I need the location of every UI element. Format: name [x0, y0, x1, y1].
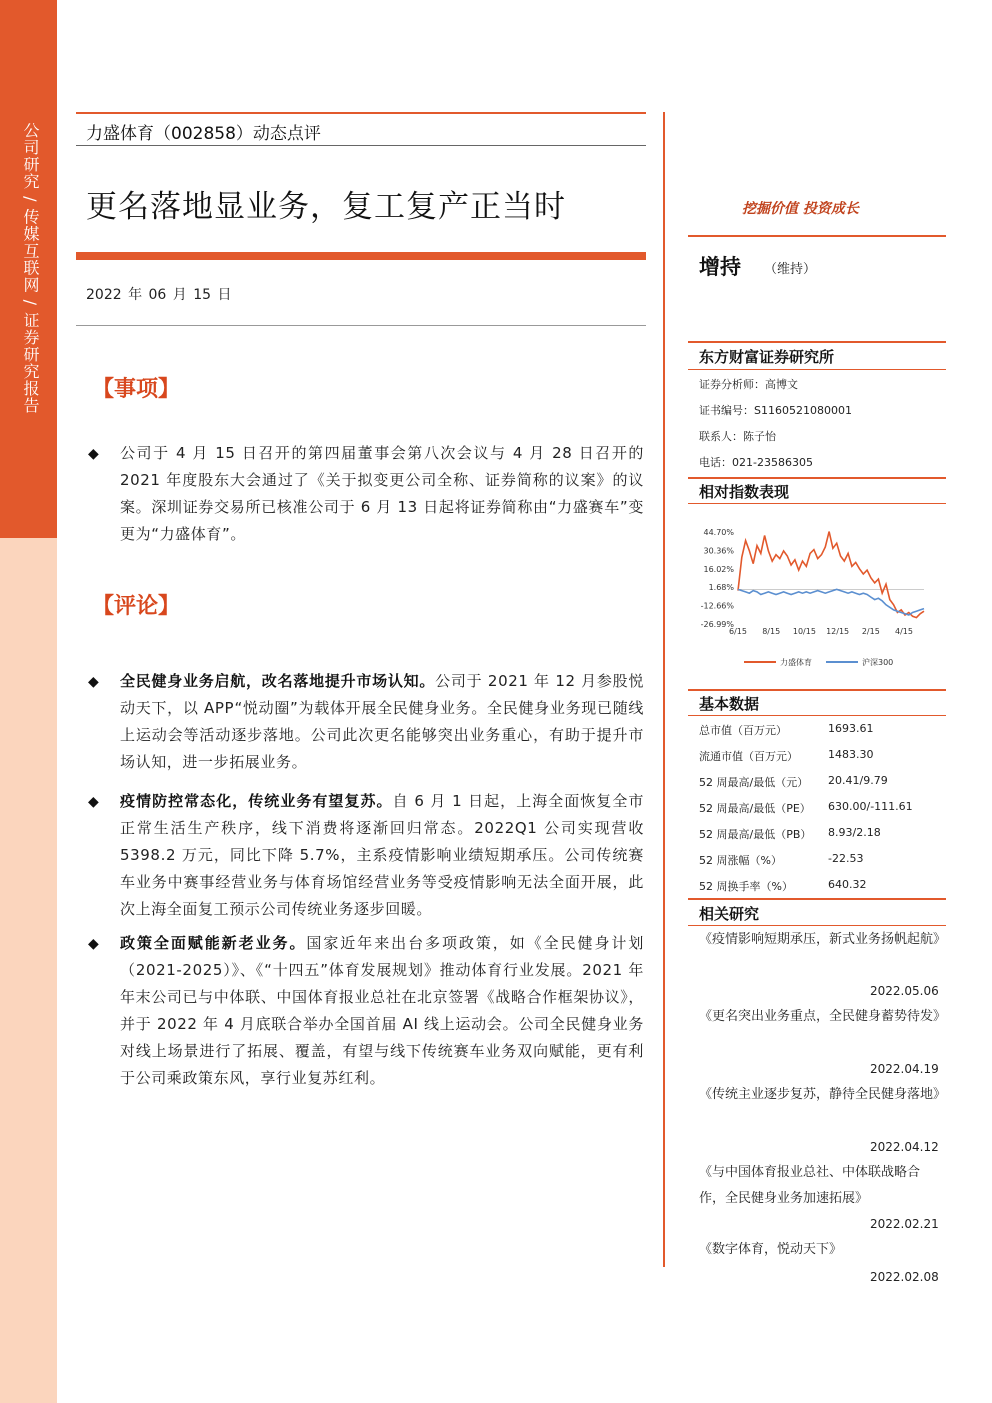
- y-tick-label: 44.70%: [703, 528, 734, 537]
- basic-value: -22.53: [828, 852, 864, 865]
- legend-label: 力盛体育: [780, 658, 812, 667]
- x-tick-label: 2/15: [861, 627, 880, 636]
- header-rule-bottom: [76, 325, 646, 326]
- comment-lead: 政策全面赋能新老业务。: [120, 934, 307, 952]
- sidebar-rule: [688, 235, 946, 237]
- comment-lead: 全民健身业务启航，改名落地提升市场认知。: [120, 672, 436, 690]
- comment-lead: 疫情防控常态化，传统业务有望复苏。: [120, 792, 393, 810]
- events-heading: 【事项】: [92, 377, 181, 402]
- event-paragraph: 公司于 4 月 15 日召开的第四届董事会第八次会议与 4 月 28 日召开的 2021 年度股东大会通过了《关于拟变更公司全称、证券简称的议案》的议案。深圳证券交易所已核准公司于 6 月 13 日起将证券简称由“力盛赛车”变更为“力盛体育”。: [120, 444, 644, 543]
- x-tick-label: 12/15: [826, 627, 850, 636]
- basic-value: 1483.30: [828, 748, 874, 761]
- related-report-date: 2022.04.19: [870, 1062, 939, 1076]
- side-category-label: 公司研究 / 传媒互联网 / 证券研究报告: [21, 122, 40, 415]
- comment-paragraph: [120, 668, 644, 776]
- page-title: 更名落地显业务，复工复产正当时: [86, 189, 566, 225]
- bullet-icon: ◆: [88, 674, 99, 690]
- slogan: 挖掘价值 投资成长: [742, 201, 859, 217]
- bullet-icon: ◆: [88, 794, 99, 810]
- comment-paragraph: [120, 930, 644, 1092]
- basic-value: 20.41/9.79: [828, 774, 888, 787]
- related-report-date: 2022.02.08: [870, 1270, 939, 1284]
- y-tick-label: 30.36%: [703, 546, 734, 556]
- related-research-heading: 相关研究: [699, 905, 760, 923]
- basic-value: 1693.61: [828, 722, 874, 735]
- x-tick-label: 6/15: [729, 627, 747, 636]
- basic-value: 630.00/-111.61: [828, 800, 913, 813]
- y-tick-label: 1.68%: [708, 583, 734, 593]
- performance-heading: 相对指数表现: [699, 483, 790, 501]
- related-report-date: 2022.02.21: [870, 1217, 939, 1231]
- basic-value: 8.93/2.18: [828, 826, 881, 839]
- sidebar-rule: [688, 925, 946, 926]
- contact: 联系人：陈子怡: [699, 430, 776, 443]
- basic-label: 52 周涨幅（%）: [699, 854, 782, 867]
- x-tick-label: 4/15: [895, 627, 913, 636]
- legend-label: 沪深300: [862, 658, 894, 667]
- sidebar-rule: [688, 715, 946, 716]
- column-divider: [663, 112, 665, 1267]
- report-date: 2022 年 06 月 15 日: [86, 287, 232, 303]
- series-line-1: [738, 532, 924, 618]
- sidebar-rule: [688, 341, 946, 343]
- comment-body: 公司于 2021 年 12 月参股悦动天下，以 APP“悦动圈”为载体开展全民健身业务。全民健身业务现已随线上运动会等活动逐步落地。公司此次更名能够突出业务重心，有助于提升市场认知，进一步拓展业务。: [120, 672, 644, 771]
- basic-label: 52 周最高/最低（PB）: [699, 828, 812, 841]
- basic-label: 52 周换手率（%）: [699, 880, 793, 893]
- y-tick-label: -12.66%: [700, 601, 734, 611]
- comment-paragraph: [120, 788, 644, 923]
- rating-note: （维持）: [764, 262, 817, 277]
- basic-label: 52 周最高/最低（元）: [699, 776, 809, 789]
- basic-label: 流通市值（百万元）: [699, 750, 798, 763]
- phone: 电话：021-23586305: [699, 456, 813, 469]
- relative-performance-chart: [690, 520, 940, 675]
- sidebar-rule: [688, 369, 946, 370]
- report-type: 力盛体育（002858）动态点评: [86, 124, 321, 144]
- analyst: 证券分析师：高博文: [699, 378, 798, 391]
- basic-data-heading: 基本数据: [699, 695, 760, 713]
- institute-name: 东方财富证券研究所: [699, 348, 835, 366]
- header-rule-top: [76, 112, 646, 114]
- bullet-icon: ◆: [88, 936, 99, 952]
- basic-value: 640.32: [828, 878, 867, 891]
- y-tick-label: 16.02%: [703, 564, 734, 574]
- related-report-title[interactable]: 《数字体育，悦动天下》: [699, 1242, 843, 1257]
- x-tick-label: 8/15: [762, 627, 781, 636]
- chart-svg: [690, 520, 940, 675]
- related-report-title[interactable]: 《更名突出业务重点，全民健身蓄势待发》: [699, 1009, 947, 1024]
- x-tick-label: 10/15: [792, 627, 816, 636]
- related-report-date: 2022.05.06: [870, 984, 939, 998]
- basic-label: 总市值（百万元）: [699, 724, 787, 737]
- related-report-title[interactable]: 《疫情影响短期承压，新式业务扬帆起航》: [699, 932, 947, 947]
- related-report-title[interactable]: 《传统主业逐步复苏，静待全民健身落地》: [699, 1087, 947, 1102]
- series-line-2: [738, 589, 924, 615]
- header-rule-mid: [76, 145, 646, 146]
- rating: 增持: [699, 255, 741, 279]
- y-tick-label: -26.99%: [700, 620, 734, 629]
- related-report-title[interactable]: 《与中国体育报业总社、中体联战略合作，全民健身业务加速拓展》: [699, 1165, 921, 1206]
- sidebar-rule: [688, 477, 946, 479]
- sidebar-rule: [688, 898, 946, 900]
- side-band-bottom: [0, 538, 57, 1403]
- comment-body: 自 6 月 1 日起，上海全面恢复全市正常生活生产秩序，线下消费将逐渐回归常态。2022Q1 公司实现营收 5398.2 万元，同比下降 5.7%，主系疫情影响业绩短期承压。公司传统赛车业务中赛事经营业务与体育场馆经营业务等受疫情影响无法全面开展，此次上海全面复工预示公司传统业务逐步回暖。: [120, 792, 645, 918]
- comment-body: 国家近年来出台多项政策，如《全民健身计划（2021-2025）》、《“十四五”体育发展规划》推动体育行业发展。2021 年年末公司已与中体联、中国体育报业总社在北京签署《战略合作框架协议》，并于 2022 年 4 月底联合举办全国首届 AI 线上运动会。公司全民健身业务对线上场景进行了拓展、覆盖，有望与线下传统赛车业务双向赋能，更有利于公司乘政策东风，享行业复苏红利。: [120, 934, 644, 1087]
- basic-label: 52 周最高/最低（PE）: [699, 802, 811, 815]
- comments-heading: 【评论】: [92, 594, 181, 619]
- sidebar-rule: [688, 689, 946, 691]
- bullet-icon: ◆: [88, 446, 99, 462]
- cert-number: 证书编号：S1160521080001: [699, 404, 852, 417]
- title-accent-bar: [76, 252, 646, 260]
- sidebar-rule: [688, 503, 946, 504]
- related-report-date: 2022.04.12: [870, 1140, 939, 1154]
